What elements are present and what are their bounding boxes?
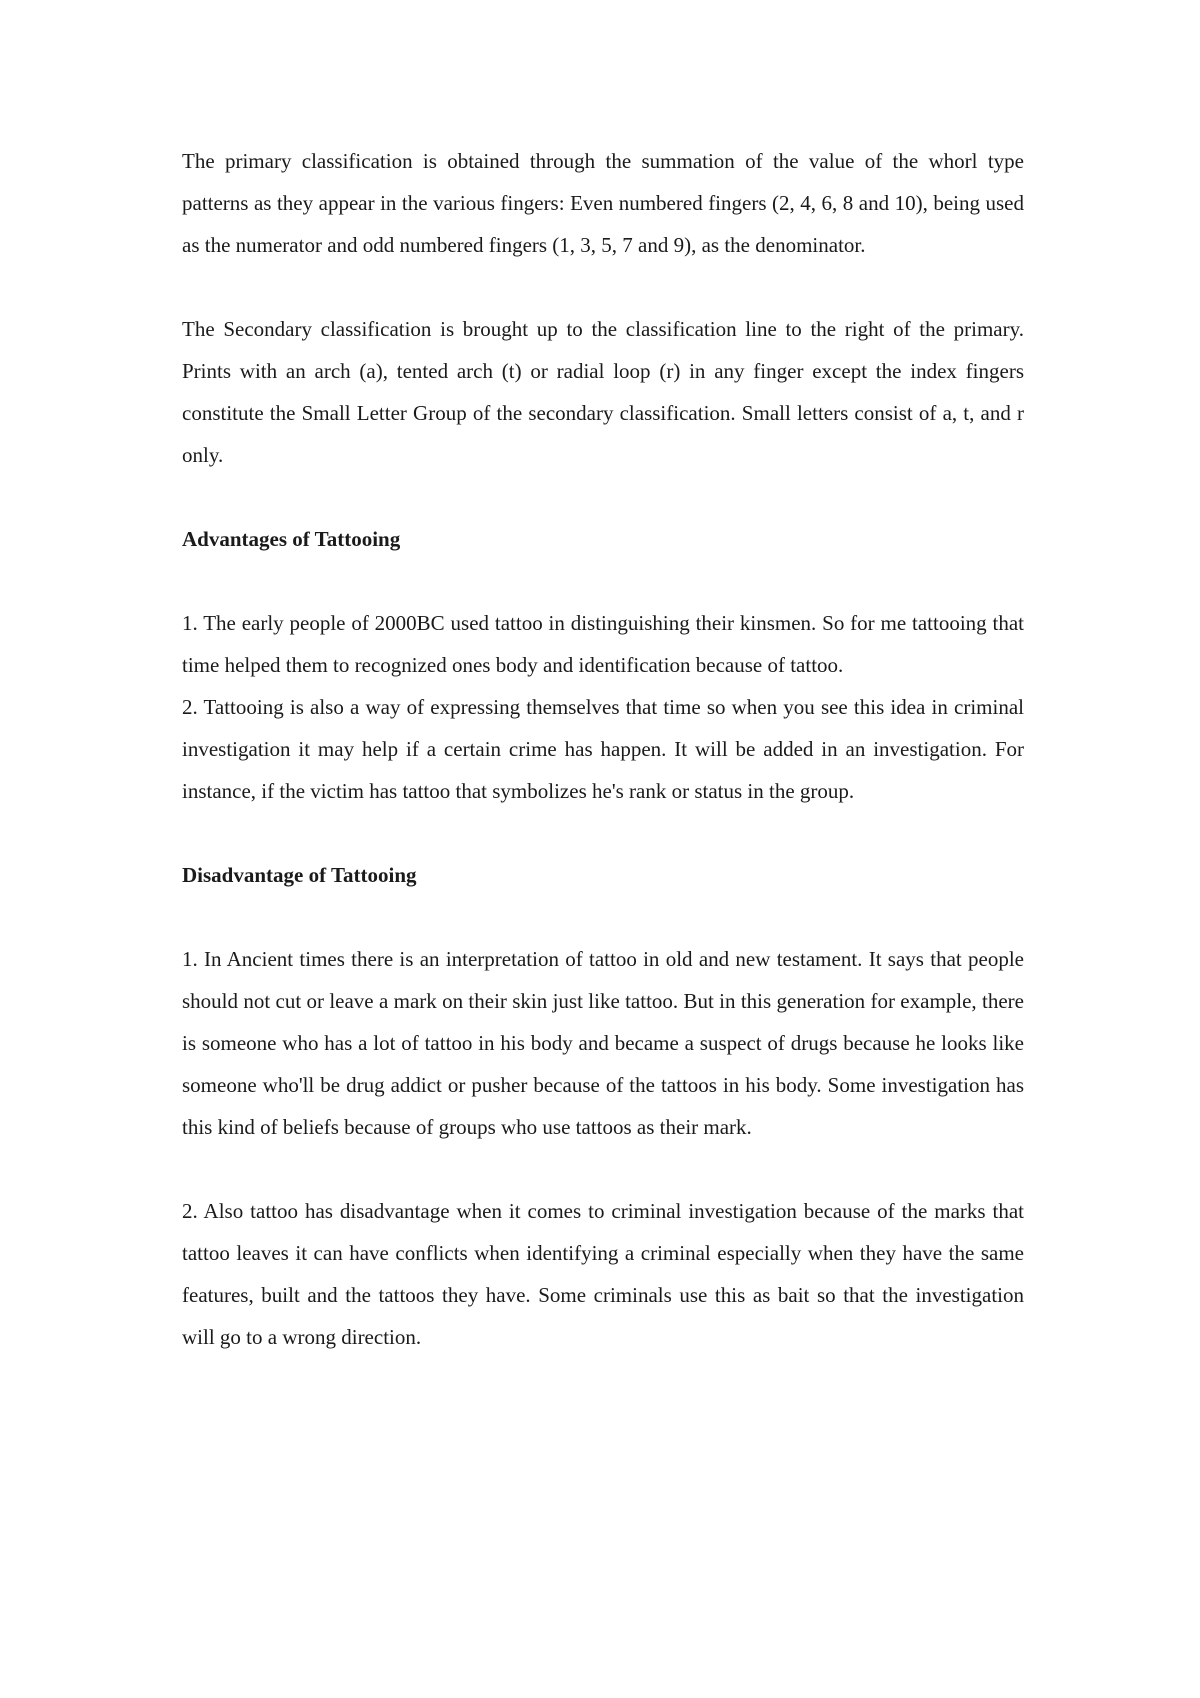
document-body [182, 140, 1024, 1358]
paragraph-spacer [182, 812, 1024, 854]
paragraph-spacer [182, 896, 1024, 938]
disadvantage-item-1: 1. In Ancient times there is an interpretation of tattoo in old and new testament. It says that people should not cut or leave a mark on their skin just like tattoo. But in this generation for example, there is someone who has a lot of tattoo in his body and became a suspect of drugs because he looks like someone who'll be drug addict or pusher because of the tattoos in his body. Some investigation has this kind of beliefs because of groups who use tattoos as their mark. [182, 947, 1024, 1139]
advantage-item-2: 2. Tattooing is also a way of expressing themselves that time so when you see this idea in criminal investigation it may help if a certain crime has happen. It will be added in an investigation. For instance, if the victim has tattoo that symbolizes he's rank or status in the group. [182, 695, 1024, 803]
paragraph-secondary-classification: The Secondary classification is brought up to the classification line to the right of the primary. Prints with an arch (a), tented arch (t) or radial loop (r) in any finger except the index fingers constitute the Small Letter Group of the secondary classification. Small letters consist of a, t, and r only. [182, 317, 1024, 467]
advantage-item-1: 1. The early people of 2000BC used tattoo in distinguishing their kinsmen. So for me tattooing that time helped them to recognized ones body and identification because of tattoo. [182, 611, 1024, 677]
heading-disadvantage: Disadvantage of Tattooing [182, 863, 417, 887]
paragraph-spacer [182, 476, 1024, 518]
paragraph-spacer [182, 1148, 1024, 1190]
heading-advantages: Advantages of Tattooing [182, 527, 401, 551]
disadvantage-item-2: 2. Also tattoo has disadvantage when it comes to criminal investigation because of the marks that tattoo leaves it can have conflicts when identifying a criminal especially when they have the same features, built and the tattoos they have. Some criminals use this as bait so that the investigation will go to a wrong direction. [182, 1199, 1024, 1349]
paragraph-spacer [182, 560, 1024, 602]
paragraph-spacer [182, 266, 1024, 308]
paragraph-primary-classification: The primary classification is obtained through the summation of the value of the whorl type patterns as they appear in the various fingers: Even numbered fingers (2, 4, 6, 8 and 10), being used as the numerator and odd numbered fingers (1, 3, 5, 7 and 9), as the denominator. [182, 149, 1024, 257]
